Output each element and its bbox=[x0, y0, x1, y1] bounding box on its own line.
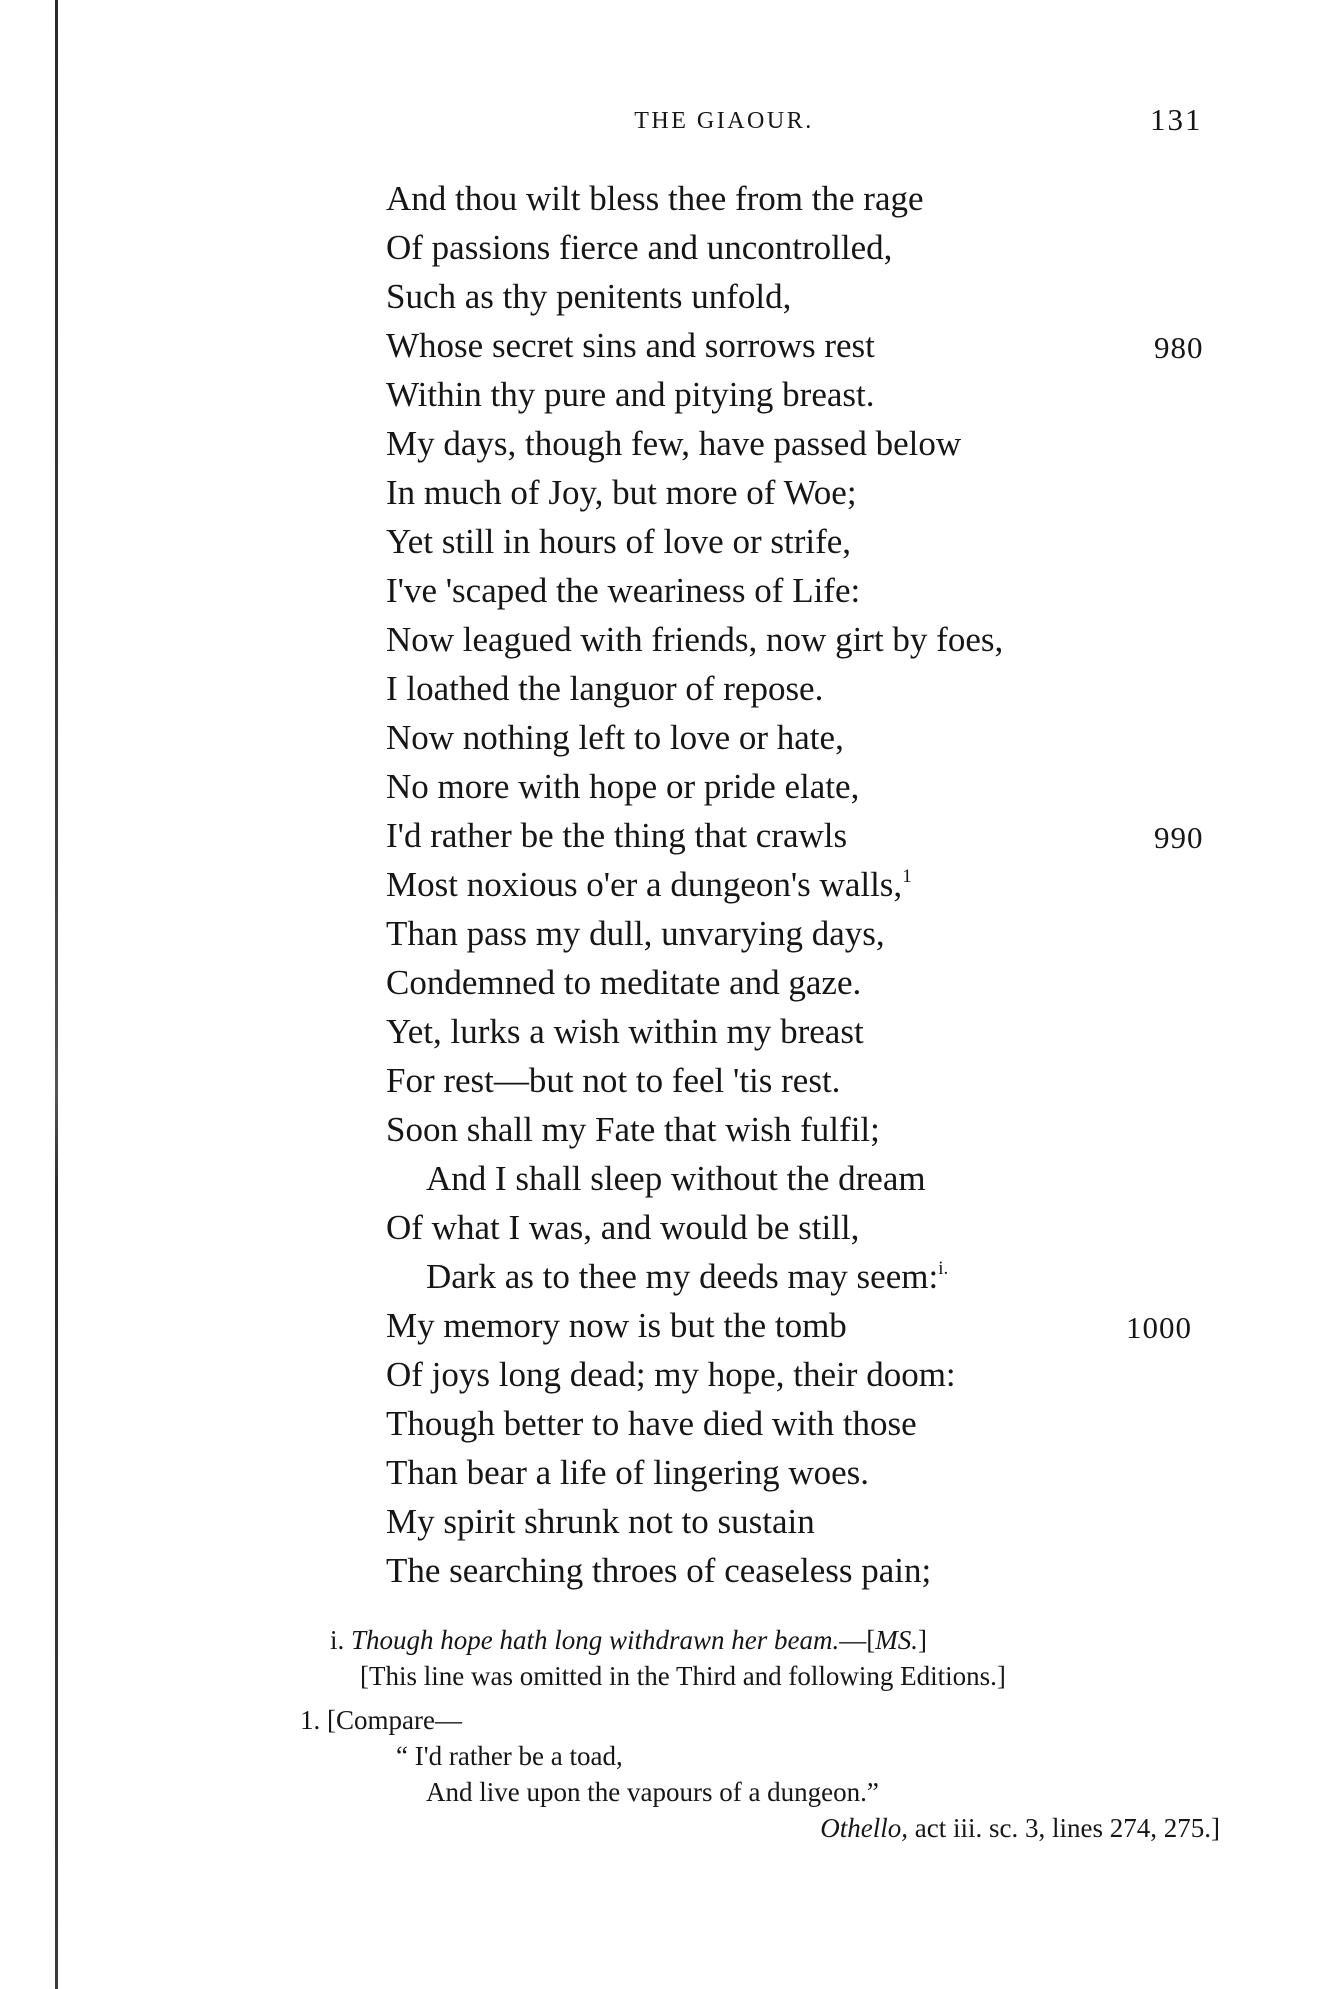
poem-line bbox=[386, 370, 1286, 419]
footnote-quote: Though hope hath long withdrawn her beam. bbox=[351, 1625, 840, 1655]
poem-line bbox=[386, 566, 1286, 615]
poem-line bbox=[386, 909, 1286, 958]
page-number: 131 bbox=[1150, 102, 1203, 137]
poem-line bbox=[386, 958, 1286, 1007]
poem-line bbox=[386, 1154, 1286, 1203]
poem-line-text: My memory now is but the tomb bbox=[386, 1306, 847, 1345]
poem-line-text: Of what I was, and would be still, bbox=[386, 1208, 860, 1247]
poem-line bbox=[386, 762, 1286, 811]
citation-work-title: Othello, bbox=[820, 1813, 909, 1843]
footnote-source: MS. bbox=[875, 1625, 919, 1655]
poem-line-text: Soon shall my Fate that wish fulfil; bbox=[386, 1110, 880, 1149]
poem-line bbox=[386, 468, 1286, 517]
footnote-source-suffix: ] bbox=[918, 1625, 928, 1655]
footnote-marker: 1. bbox=[300, 1705, 321, 1735]
poem-line-text: For rest—but not to feel 'tis rest. bbox=[386, 1061, 841, 1100]
poem-line-text: Of passions fierce and uncontrolled, bbox=[386, 228, 893, 267]
footnote-citation bbox=[300, 1810, 1220, 1846]
footnote-marker: i. bbox=[330, 1625, 345, 1655]
poem-line-text: My days, though few, have passed below bbox=[386, 424, 962, 463]
poem-line-text: Now leagued with friends, now girt by foes, bbox=[386, 620, 1004, 659]
poem-line bbox=[386, 1203, 1286, 1252]
binding-edge bbox=[55, 0, 58, 1989]
poem-line-text: Now nothing left to love or hate, bbox=[386, 718, 844, 757]
footnote-variant-note bbox=[300, 1658, 1220, 1694]
poem-line bbox=[386, 811, 1286, 860]
poem-line bbox=[386, 1252, 1286, 1301]
poem-line-text: Yet, lurks a wish within my breast bbox=[386, 1012, 864, 1051]
line-number: 1000 bbox=[1126, 1310, 1192, 1345]
poem-line-text: The searching throes of ceaseless pain; bbox=[386, 1551, 932, 1590]
running-title: THE GIAOUR. bbox=[634, 108, 814, 134]
poem-line-text: Though better to have died with those bbox=[386, 1404, 917, 1443]
poem-line-text: I've 'scaped the weariness of Life: bbox=[386, 571, 861, 610]
poem-line bbox=[386, 1301, 1286, 1350]
poem-line bbox=[386, 860, 1286, 909]
poem-line-text: No more with hope or pride elate, bbox=[386, 767, 860, 806]
poem-line-text: Within thy pure and pitying breast. bbox=[386, 375, 875, 414]
poem-line-text: Than pass my dull, unvarying days, bbox=[386, 914, 885, 953]
footnote-reference: i. bbox=[938, 1258, 949, 1279]
citation-details: act iii. sc. 3, lines 274, 275.] bbox=[908, 1813, 1220, 1843]
poem-line-text: Yet still in hours of love or strife, bbox=[386, 522, 852, 561]
poem-line-text: Such as thy penitents unfold, bbox=[386, 277, 792, 316]
poem-line bbox=[386, 174, 1286, 223]
poem-line-text: Of joys long dead; my hope, their doom: bbox=[386, 1355, 956, 1394]
footnote-quote-text: And live upon the vapours of a dungeon.” bbox=[426, 1777, 879, 1807]
poem-line-text: And I shall sleep without the dream bbox=[426, 1159, 926, 1198]
line-number: 990 bbox=[1154, 820, 1204, 855]
footnote-reference: 1 bbox=[902, 866, 912, 887]
poem-line bbox=[386, 615, 1286, 664]
poem-text bbox=[386, 174, 1286, 1595]
poem-line-text: Than bear a life of lingering woes. bbox=[386, 1453, 870, 1492]
poem-line-text: Whose secret sins and sorrows rest bbox=[386, 326, 875, 365]
poem-line bbox=[386, 1350, 1286, 1399]
poem-line-text: In much of Joy, but more of Woe; bbox=[386, 473, 857, 512]
footnote-quote-text: “ I'd rather be a toad, bbox=[396, 1741, 623, 1771]
footnote-1 bbox=[300, 1702, 1220, 1738]
poem-line bbox=[386, 517, 1286, 566]
footnote-note-text: [This line was omitted in the Third and following Editions.] bbox=[360, 1661, 1006, 1691]
footnote-source-prefix: —[ bbox=[839, 1625, 876, 1655]
poem-line bbox=[386, 1105, 1286, 1154]
poem-line-text: I loathed the languor of repose. bbox=[386, 669, 824, 708]
poem-line-text: Dark as to thee my deeds may seem: bbox=[426, 1257, 939, 1296]
poem-line bbox=[386, 1546, 1286, 1595]
poem-line-text: My spirit shrunk not to sustain bbox=[386, 1502, 815, 1541]
poem-line bbox=[386, 1007, 1286, 1056]
footnote-quote-line-2 bbox=[300, 1774, 1220, 1810]
poem-line bbox=[386, 1497, 1286, 1546]
poem-line-text: And thou wilt bless thee from the rage bbox=[386, 179, 924, 218]
poem-line bbox=[386, 223, 1286, 272]
footnote-variant-i bbox=[300, 1622, 1220, 1658]
poem-line bbox=[386, 713, 1286, 762]
poem-line bbox=[386, 419, 1286, 468]
poem-line-text: Most noxious o'er a dungeon's walls, bbox=[386, 865, 903, 904]
poem-line-text: I'd rather be the thing that crawls bbox=[386, 816, 848, 855]
poem-line bbox=[386, 272, 1286, 321]
poem-line bbox=[386, 1056, 1286, 1105]
poem-line bbox=[386, 664, 1286, 713]
poem-line bbox=[386, 1448, 1286, 1497]
poem-line-text: Condemned to meditate and gaze. bbox=[386, 963, 862, 1002]
poem-line bbox=[386, 321, 1286, 370]
line-number: 980 bbox=[1154, 330, 1204, 365]
footnotes bbox=[300, 1622, 1220, 1846]
footnote-intro: [Compare— bbox=[327, 1705, 462, 1735]
poem-line bbox=[386, 1399, 1286, 1448]
footnote-quote-line-1 bbox=[300, 1738, 1220, 1774]
